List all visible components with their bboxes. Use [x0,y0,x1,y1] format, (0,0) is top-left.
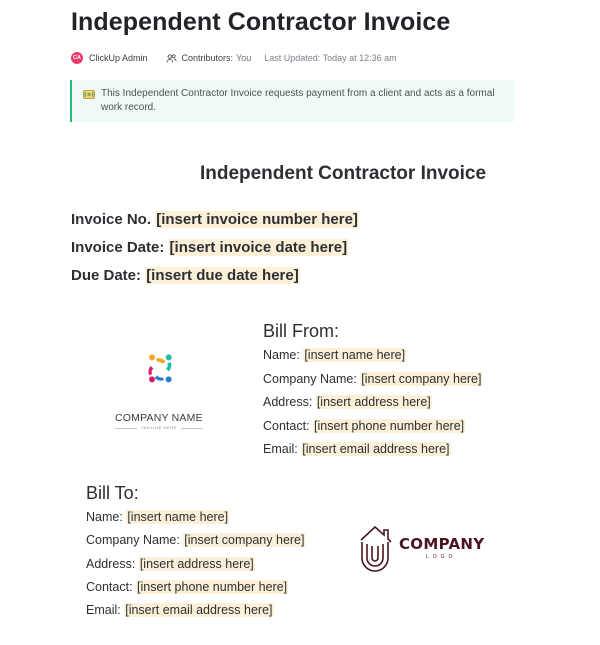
author-name[interactable]: ClickUp Admin [89,53,148,63]
row-value[interactable]: [insert name here] [304,348,406,362]
row-value[interactable]: [insert phone number here] [314,419,465,433]
company-logo-text: COMPANY [399,535,485,553]
row-value[interactable]: [insert address here] [316,395,431,409]
bill-from-name-row [263,348,406,362]
contributors-value[interactable]: You [236,53,252,63]
contributors-icon [166,53,177,64]
row-value[interactable]: [insert email address here] [302,442,450,456]
company-name-logo-text: COMPANY NAME [115,412,203,424]
bill-from-address-row [263,395,432,409]
row-label: Email: [86,603,121,617]
bill-to-heading: Bill To: [86,483,139,503]
row-value[interactable]: [insert company here] [184,533,305,547]
invoice-number-label: Invoice No. [71,211,152,228]
bill-from-company-row [263,372,482,386]
invoice-number-line [71,211,359,228]
money-emoji-icon [83,90,95,99]
bill-to-address-row [86,557,255,571]
company-logo-subtext: LOGO [426,554,457,560]
last-updated: Last Updated: Today at 12:36 am [264,53,397,63]
page-meta [71,51,397,65]
row-label: Contact: [263,419,310,433]
row-label: Address: [86,557,136,571]
contributors-label: Contributors: [181,53,234,63]
document-title-text: Independent Contractor Invoice [199,163,487,184]
row-label: Address: [263,395,313,409]
avatar[interactable]: CA [71,52,83,64]
due-date-label: Due Date: [71,267,142,284]
bill-from-email-row [263,442,451,456]
row-value[interactable]: [insert address here] [139,557,254,571]
bill-from-contact-row [263,419,465,433]
row-label: Name: [86,510,123,524]
row-value[interactable]: [insert phone number here] [137,580,288,594]
invoice-date-label: Invoice Date: [71,239,165,256]
bill-to-company-row [86,533,305,547]
company-logo-people-icon [112,350,208,410]
row-label: Company Name: [86,533,180,547]
due-date-line [71,267,300,284]
invoice-date-value[interactable]: [insert invoice date here] [169,239,348,256]
row-label: Contact: [86,580,133,594]
invoice-date-line [71,239,348,256]
row-value[interactable]: [insert email address here] [125,603,273,617]
page-title: Independent Contractor Invoice [71,8,451,36]
row-value[interactable]: [insert company here] [361,372,482,386]
callout-text: This Independent Contractor Invoice requests payment from a client and acts as a formal work record. [101,88,495,113]
due-date-value[interactable]: [insert due date here] [146,267,299,284]
document-title [0,163,600,185]
bill-from-heading: Bill From: [263,321,339,341]
row-value[interactable]: [insert name here] [127,510,229,524]
callout [70,80,514,122]
row-label: Email: [263,442,298,456]
row-label: Company Name: [263,372,357,386]
company-tagline-text: TAGLINE HERE [140,425,178,430]
invoice-number-value[interactable]: [insert invoice number here] [156,211,358,228]
bill-to-name-row [86,510,229,524]
row-label: Name: [263,348,300,362]
company-logo-house-icon [358,522,394,572]
bill-to-contact-row [86,580,288,594]
bill-to-email-row [86,603,274,617]
